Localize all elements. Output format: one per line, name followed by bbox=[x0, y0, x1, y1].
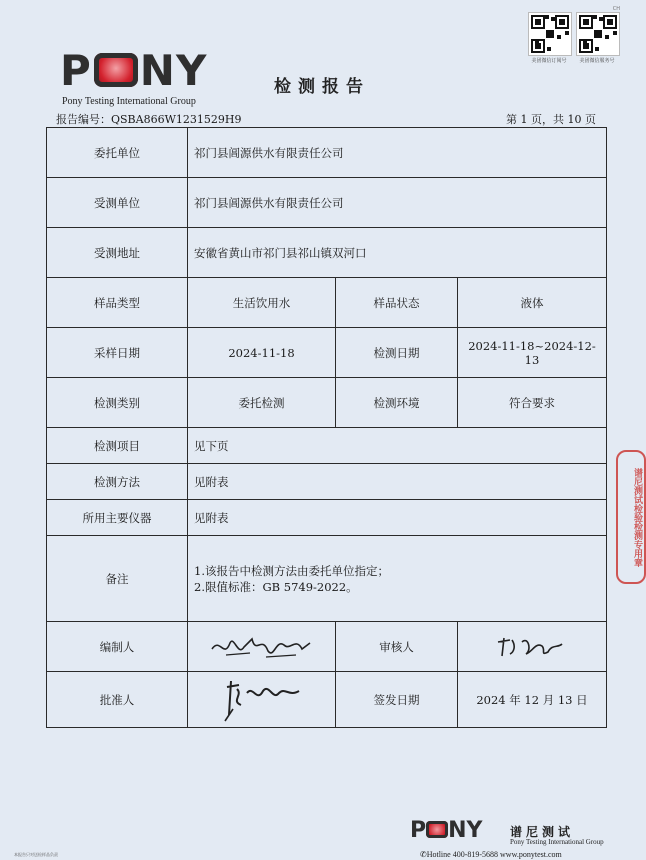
instrument-value: 见附表 bbox=[188, 500, 607, 536]
instrument-label: 所用主要仪器 bbox=[47, 500, 188, 536]
table-row bbox=[47, 622, 607, 672]
compiler-signature bbox=[188, 622, 336, 672]
issue-date-label: 签发日期 bbox=[336, 672, 458, 728]
table-row bbox=[47, 228, 607, 278]
table-row bbox=[47, 328, 607, 378]
remarks-label: 备注 bbox=[47, 536, 188, 622]
client-label: 委托单位 bbox=[47, 128, 188, 178]
test-method-value: 见附表 bbox=[188, 464, 607, 500]
test-items-label: 检测项目 bbox=[47, 428, 188, 464]
remark-line-1: 1.该报告中检测方法由委托单位指定； bbox=[194, 563, 389, 578]
issue-date-value: 2024 年 12 月 13 日 bbox=[458, 672, 607, 728]
test-date-label: 检测日期 bbox=[336, 328, 458, 378]
test-category-value: 委托检测 bbox=[188, 378, 336, 428]
test-category-label: 检测类别 bbox=[47, 378, 188, 428]
table-row bbox=[47, 278, 607, 328]
report-number: 报告编号：QSBA866W1231529H9 bbox=[56, 113, 242, 126]
edge-seal-stamp: 谱尼测试检验检测专用章 bbox=[616, 450, 646, 584]
pony-logo: P NY bbox=[60, 46, 208, 95]
report-table bbox=[46, 127, 607, 728]
qr-code-service bbox=[576, 12, 620, 56]
address-value: 安徽省黄山市祁门县祁山镇双河口 bbox=[188, 228, 607, 278]
qr-caption-subscription: 美团微信订阅号 bbox=[531, 58, 567, 64]
compiler-label: 编制人 bbox=[47, 622, 188, 672]
sample-state-value: 液体 bbox=[458, 278, 607, 328]
address-label: 受测地址 bbox=[47, 228, 188, 278]
qr-code-subscription bbox=[528, 12, 572, 56]
footer-brand-cn: 谱尼测试 bbox=[510, 825, 575, 839]
logo-subtitle: Pony Testing International Group bbox=[62, 96, 196, 107]
table-row bbox=[47, 500, 607, 536]
qr-caption-service: 美团微信服务号 bbox=[579, 58, 615, 64]
corner-mark: CH bbox=[612, 6, 620, 12]
test-method-label: 检测方法 bbox=[47, 464, 188, 500]
reviewer-label: 审核人 bbox=[336, 622, 458, 672]
logo-o-mark bbox=[94, 53, 138, 87]
approver-label: 批准人 bbox=[47, 672, 188, 728]
test-date-value: 2024-11-18~2024-12-13 bbox=[458, 328, 607, 378]
remarks-value bbox=[188, 536, 607, 622]
footer-logo-o-mark bbox=[426, 821, 448, 838]
footer-pony-logo: P NY bbox=[410, 818, 483, 843]
reviewer-signature bbox=[458, 622, 607, 672]
tested-unit-label: 受测单位 bbox=[47, 178, 188, 228]
test-env-label: 检测环境 bbox=[336, 378, 458, 428]
test-env-value: 符合要求 bbox=[458, 378, 607, 428]
test-items-value: 见下页 bbox=[188, 428, 607, 464]
table-row bbox=[47, 178, 607, 228]
sample-type-value: 生活饮用水 bbox=[188, 278, 336, 328]
footer-contact: ✆Hotline 400-819-5688 www.ponytest.com bbox=[420, 850, 562, 859]
sample-type-label: 样品类型 bbox=[47, 278, 188, 328]
page-info: 第 1 页，共 10 页 bbox=[506, 113, 596, 126]
table-row bbox=[47, 536, 607, 622]
client-value: 祁门县阊源供水有限责任公司 bbox=[188, 128, 607, 178]
page-title: 检测报告 bbox=[274, 77, 370, 97]
footer-brand-en: Pony Testing International Group bbox=[510, 838, 604, 846]
sampling-date-value: 2024-11-18 bbox=[188, 328, 336, 378]
table-row bbox=[47, 464, 607, 500]
sample-state-label: 样品状态 bbox=[336, 278, 458, 328]
table-row bbox=[47, 428, 607, 464]
remark-line-2: 2.限值标准：GB 5749-2022。 bbox=[194, 579, 358, 594]
table-row bbox=[47, 128, 607, 178]
footer-left-text: 本报告只对送检样品负责 bbox=[14, 852, 58, 857]
sampling-date-label: 采样日期 bbox=[47, 328, 188, 378]
table-row bbox=[47, 378, 607, 428]
table-row bbox=[47, 672, 607, 728]
tested-unit-value: 祁门县阊源供水有限责任公司 bbox=[188, 178, 607, 228]
approver-signature bbox=[188, 672, 336, 728]
